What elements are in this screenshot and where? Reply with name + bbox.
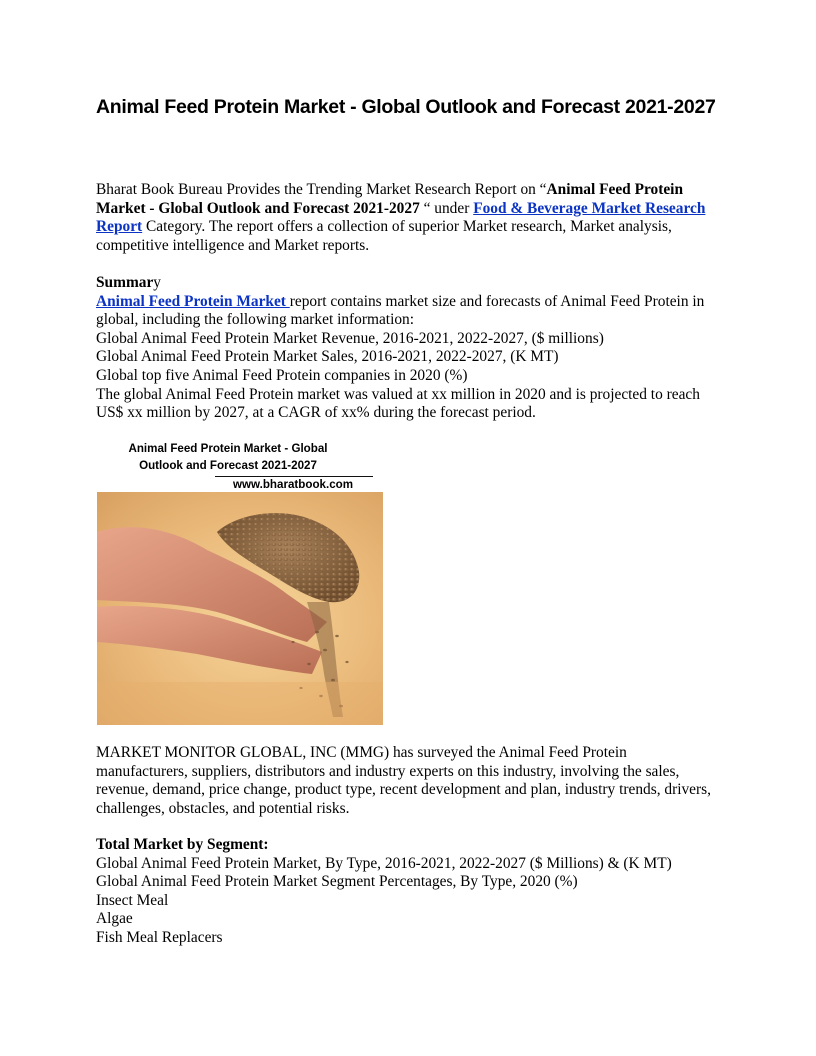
intro-paragraph [96,181,720,255]
summary-heading-tail: y [153,274,161,291]
intro-text-2: “ under [419,199,474,217]
segment-line-percentages: Global Animal Feed Protein Market Segment Percentages, By Type, 2020 (%) [96,873,578,891]
category-link[interactable]: Food & Beverage Market Research Report [96,199,706,236]
summary-line-sales: Global Animal Feed Protein Market Sales, 2016-2021, 2022-2027, (K MT) [96,348,559,366]
mmg-paragraph [96,744,720,818]
intro-text-3: Category. The report offers a collection of superior Market research, Market analysis, competitive intelligence and Market reports. [96,218,672,254]
hands-with-grain-photo-icon [97,492,383,725]
image-caption-line-2: Outlook and Forecast 2021-2027 [139,459,317,472]
summary-section [96,274,720,423]
segment-item-insect-meal: Insect Meal [96,891,169,909]
market-link[interactable]: Animal Feed Protein Market [96,292,290,310]
image-url: www.bharatbook.com [233,478,354,491]
summary-line-revenue: Global Animal Feed Protein Market Revenue, 2016-2021, 2022-2027, ($ millions) [96,329,604,347]
summary-intro-text: report contains market size and forecasts of Animal Feed Protein in global, including the following market information: [96,292,705,329]
segment-section [96,836,720,948]
segment-item-fish-meal-replacers: Fish Meal Replacers [96,928,223,946]
intro-text-1: Bharat Book Bureau Provides the Trending Market Research Report on “ [96,181,547,198]
summary-line-top-five: Global top five Animal Feed Protein companies in 2020 (%) [96,366,468,384]
page-title: Animal Feed Protein Market - Global Outlook and Forecast 2021-2027 [96,96,716,118]
summary-heading-bold: Summar [96,274,154,291]
image-caption [97,440,359,474]
segment-line-by-type: Global Animal Feed Protein Market, By Type, 2016-2021, 2022-2027 ($ Millions) & (K MT) [96,854,672,872]
summary-line-valuation: The global Animal Feed Protein market was valued at xx million in 2020 and is projected to reach US$ xx million by 2027, at a CAGR of xx% during the forecast period. [96,385,700,422]
report-name: Animal Feed Protein Market - Global Outlook and Forecast 2021-2027 [96,181,684,217]
summary-heading [96,274,720,293]
report-cover-image [97,436,383,725]
image-header [97,436,383,492]
image-caption-line-1: Animal Feed Protein Market - Global [128,442,328,455]
mmg-text: MARKET MONITOR GLOBAL, INC (MMG) has surveyed the Animal Feed Protein manufacturers, suppliers, distributors and industry experts on this industry, involving the sales, revenue, demand, price change, product type, recent development and plan, industry trends, drivers, challenges, obstacles, and potential risks. [96,744,711,817]
image-divider [215,476,373,477]
segment-heading: Total Market by Segment: [96,836,269,853]
segment-item-algae: Algae [96,910,133,928]
